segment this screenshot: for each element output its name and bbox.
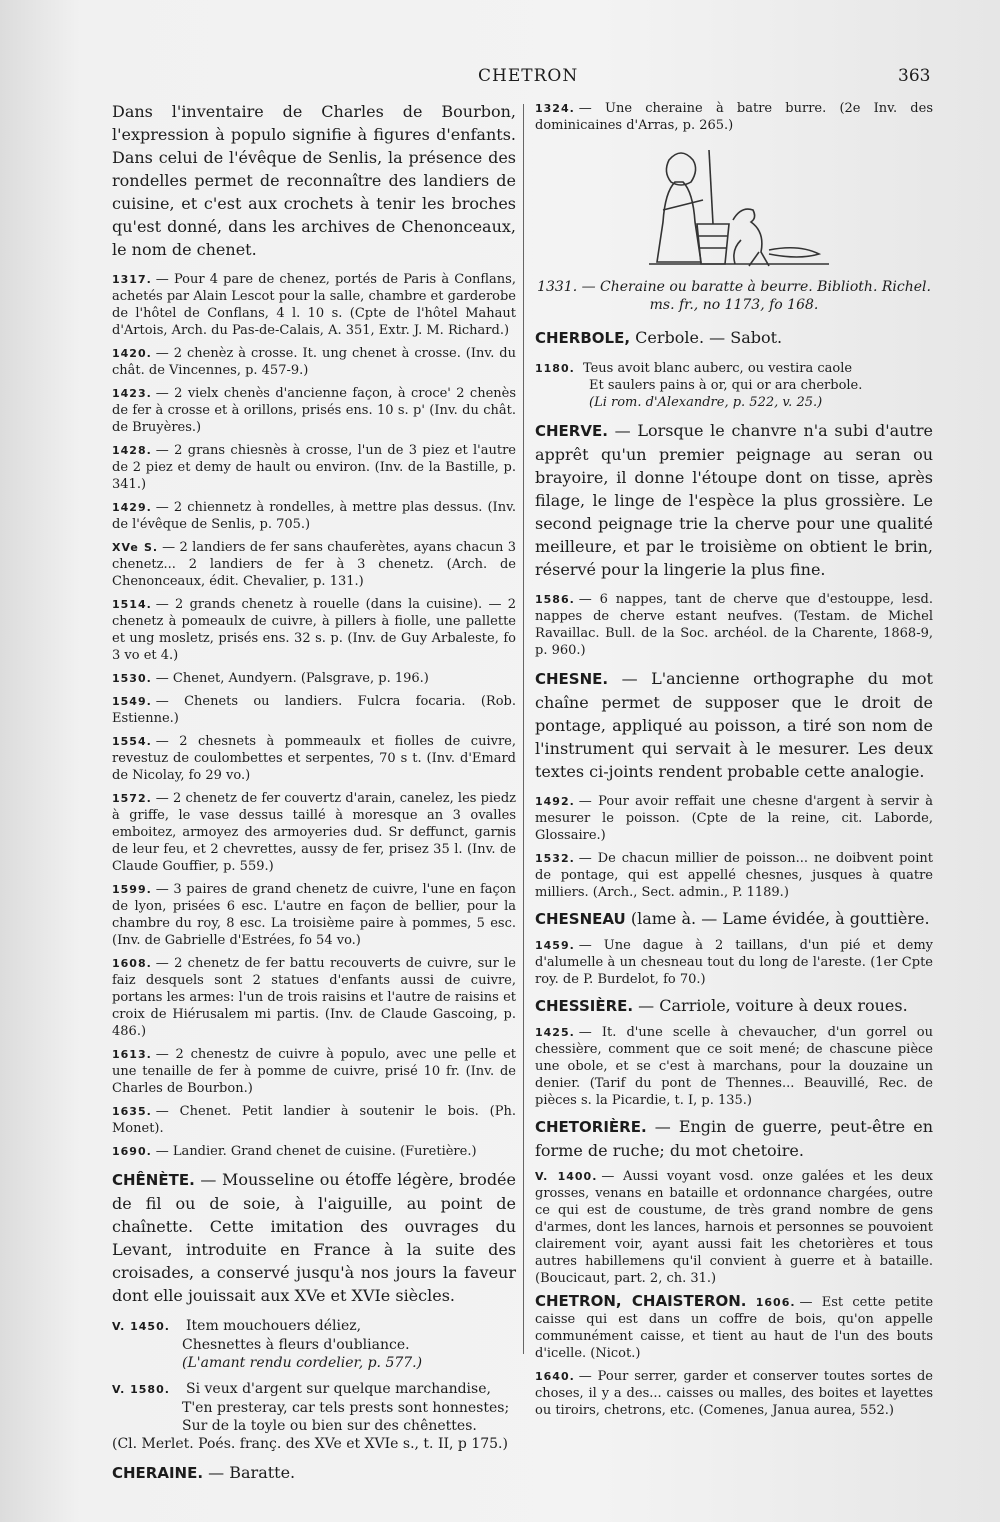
entry-year: 1549. — [112, 695, 152, 708]
entry-text: — Une cheraine à batre burre. (2e Inv. des dominicaines d'Arras, p. 265.) — [535, 101, 933, 133]
entry-year: 1459. — [535, 939, 575, 952]
entry-chetoriere — [535, 1115, 933, 1162]
verse-source: (Li rom. d'Alexandre, p. 522, v. 25.) — [589, 395, 823, 410]
entry-text: — Une dague à 2 taillans, d'un pié et demy d'alumelle à un chesneau tout du long de l'areste. (1er Cpte roy. de P. Burdelot, fo 70.) — [535, 938, 933, 987]
chenet-entries — [112, 271, 516, 1160]
entry-year: 1640. — [535, 1370, 575, 1383]
entry-text: — 3 paires de grand chenetz de cuivre, l'une en façon de lyon, prisées 6 esc. L'autre en façon de bellier, pour la chambre du roy, 8 esc. La troisième paire à pommes, 5 esc. (Inv. de Gabrielle d'Estrées, fo 54 vo.) — [112, 882, 516, 948]
verse-line: Et saulers pains à or, qui or ara cherbole. — [589, 378, 863, 393]
definition: — Engin de guerre, peut-être en forme de ruche; du mot chetoire. — [535, 1117, 933, 1160]
entry-year: 1554. — [112, 735, 152, 748]
verse-line: Chesnettes à fleurs d'oubliance. — [182, 1337, 410, 1353]
quote-entry — [112, 385, 516, 436]
entry-text: — 2 vielx chenès d'ancienne façon, à croce' 2 chenès de fer à crosse et à orillons, prisés ens. 10 s. p' (Inv. du chât. de Bruyères.) — [112, 386, 516, 435]
headword: CHERBOLE, — [535, 329, 631, 347]
verse-line: Item mouchouers déliez, — [186, 1318, 362, 1334]
headword: CHETORIÈRE. — [535, 1118, 647, 1136]
entry-year: 1180. — [535, 362, 575, 375]
entry-chesne — [535, 667, 933, 783]
page-number: 363 — [898, 66, 931, 86]
entry-year: 1635. — [112, 1105, 152, 1118]
quote-entry — [112, 499, 516, 533]
entry-text: — Chenets ou landiers. Fulcra focaria. (Rob. Estienne.) — [112, 694, 516, 726]
quote-entry — [112, 596, 516, 664]
entry-cherbole — [535, 326, 933, 350]
verse-line: Si veux d'argent sur quelque marchandise, — [186, 1381, 491, 1397]
quote-entry — [535, 100, 933, 134]
entry-year: XVe S. — [112, 541, 159, 554]
entry-text: — Landier. Grand chenet de cuisine. (Furetière.) — [155, 1144, 477, 1159]
headword: CHESSIÈRE. — [535, 997, 634, 1015]
illustration-caption: 1331. — Cheraine ou baratte à beurre. Biblioth. Richel. ms. fr., no 1173, fo 168. — [537, 279, 931, 313]
quote-entry — [535, 1024, 933, 1109]
definition: — Sabot. — [709, 328, 783, 347]
entry-year: 1317. — [112, 273, 152, 286]
quote-entry — [112, 1103, 516, 1137]
quote-entry — [112, 693, 516, 727]
verse-line: Sur de la toyle ou bien sur des chênettes. — [182, 1418, 477, 1434]
entry-text: — 2 grans chiesnès à crosse, l'un de 3 piez et l'autre de 2 piez et demy de hault ou environ. (Inv. de la Bastille, p. 341.) — [112, 443, 516, 492]
entry-year: 1532. — [535, 852, 575, 865]
quote-entry — [112, 955, 516, 1040]
column-divider — [523, 104, 524, 1354]
headword-variant: Cerbole. — [635, 328, 705, 347]
headword: CHESNEAU — [535, 910, 626, 928]
quote-entry — [112, 1143, 516, 1160]
verse-quote — [112, 1380, 516, 1453]
entry-year: 1324. — [535, 102, 575, 115]
entry-year: 1608. — [112, 957, 152, 970]
entry-text: — 2 grands chenetz à rouelle (dans la cuisine). — 2 chenetz à pomeaulx de cuivre, à pillers à fiolle, une pallette et ung mosletz, prisés ens. 32 s. p. (Inv. de Guy Arbaleste, fo 3 vo et 4.) — [112, 597, 516, 663]
quote-entry — [535, 1368, 933, 1419]
entry-year: 1599. — [112, 883, 152, 896]
entry-text: — 2 chiennetz à rondelles, à mettre plas dessus. (Inv. de l'évêque de Senlis, p. 705.) — [112, 500, 516, 532]
entry-text: — 2 chenèz à crosse. It. ung chenet à crosse. (Inv. du chât. de Vincennes, p. 457-9.) — [112, 346, 516, 378]
entry-year: 1420. — [112, 347, 152, 360]
headword: CHESNE. — [535, 670, 609, 688]
verse-source: (L'amant rendu cordelier, p. 577.) — [182, 1355, 423, 1371]
entry-text: — Est cette petite caisse qui est dans un coffre de bois, qu'on appelle communément caisse, et tient au haut de l'un des bouts d'icelle. (Nicot.) — [535, 1295, 934, 1361]
quote-entry — [112, 790, 516, 875]
entry-text: — De chacun millier de poisson... ne doibvent point de pontage, qui est appellé chesnes, jusques à quatre milliers. (Arch., Sect. admin., P. 1189.) — [535, 851, 933, 900]
verse-quote — [112, 1317, 516, 1372]
entry-year: 1613. — [112, 1048, 152, 1061]
quote-entry — [112, 345, 516, 379]
quote-entry — [112, 733, 516, 784]
headword: CHERAINE. — [112, 1464, 204, 1482]
entry-text: — 2 chesnets à pommeaulx et fiolles de cuivre, revestuz de coulombettes et serpentes, 70 s t. (Inv. d'Emard de Nicolay, fo 29 vo.) — [112, 734, 516, 783]
entry-text: — 2 landiers de fer sans chauferètes, ayans chacun 3 chenetz... 2 landiers de fer à 3 chenetz. (Arch. de Chenonceaux, édit. Chevalier, p. 131.) — [112, 540, 516, 589]
verse-line: Teus avoit blanc auberc, ou vestira caole — [582, 361, 853, 376]
definition: — Mousseline ou étoffe légère, brodée de fil ou de soie, à l'aiguille, au point de chaînette. Cette imitation des ouvrages du Levant, introduite en France à la suite des croisades, a conservé jusqu'à nos jours la faveur dont elle jouissait aux XVe et XVIe siècles. — [112, 1170, 516, 1305]
entry-year: 1425. — [535, 1026, 575, 1039]
entry-chesneau — [535, 907, 933, 931]
quote-entry — [535, 1168, 933, 1287]
quote-entry — [112, 271, 516, 339]
entry-text: — Chenet, Aundyern. (Palsgrave, p. 196.) — [155, 671, 429, 686]
entry-text: — 2 chenestz de cuivre à populo, avec une pelle et une tenaille de fer à pomme de cuivre, prisé 10 fr. (Inv. de Charles de Bourbon.) — [112, 1047, 516, 1096]
definition: — Lorsque le chanvre n'a subi d'autre apprêt qu'un premier peignage au seran ou brayoire, il donne l'étoupe dont on tisse, après filage, le linge de l'espèce la plus grossière. Le second peignage trie la cherve pour une qualité meilleure, et par le troisième on obtient le brin, réservé pour la lingerie la plus fine. — [535, 421, 933, 579]
headword: CHERVE. — [535, 422, 608, 440]
entry-text: — It. d'une scelle à chevaucher, d'un gorrel ou chessière, comment que ce soit mené; de chascune pièce une obole, et se c'est à marchans, pour la douzaine un denier. (Tarif du pont de Thennes... Beauvillé, Rec. de pièces s. la Picardie, t. I, p. 135.) — [535, 1025, 933, 1108]
entry-text: — Pour serrer, garder et conserver toutes sortes de choses, il y a des... caisses ou malles, des boites et layettes ou tiroirs, chetrons, etc. (Comenes, Janua aurea, 552.) — [535, 1369, 933, 1418]
definition: — Baratte. — [208, 1463, 296, 1482]
entry-text: — 6 nappes, tant de cherve que d'estouppe, lesd. nappes de cherve estant neufves. (Testam. de Michel Ravaillac. Bull. de la Soc. archéol. de la Charente, 1868-9, p. 960.) — [535, 592, 933, 658]
running-head — [0, 66, 1000, 90]
entry-year: 1428. — [112, 444, 152, 457]
entry-text: — 2 chenetz de fer couvertz d'arain, canelez, les piedz à griffe, le vase dessus taillé à moresque an 3 ovalles emboitez, armoyez des armoyeries dud. Sr deffunct, garnis de leur feu, et 2 chevrettes, aussy de fer, prisez 35 l. (Inv. de Claude Gouffier, p. 559.) — [112, 791, 516, 874]
entry-text: — Pour avoir reffait une chesne d'argent à servir à mesurer le poisson. (Cpte de la reine, cit. Laborde, Glossaire.) — [535, 794, 933, 843]
quote-entry — [112, 539, 516, 590]
headword: CHETRON, CHAISTERON. — [535, 1292, 747, 1310]
quote-entry — [112, 442, 516, 493]
entry-text: — 2 chenetz de fer battu recouverts de cuivre, sur le faiz desquels sont 2 statues d'enfants aussi de cuivre, portans les armes: l'un de trois raisins et l'autre de raisins et croix de Hiérusalem mi partis. (Inv. de Claude Gascoing, p. 486.) — [112, 956, 516, 1039]
entry-text: — Chenet. Petit landier à soutenir le bois. (Ph. Monet). — [112, 1104, 516, 1136]
entry-year: 1606. — [755, 1296, 796, 1309]
entry-text: — Pour 4 pare de chenez, portés de Paris à Conflans, achetés par Alain Lescot pour la salle, chambre et garderobe de l'hôtel de Conflans, 4 l. 10 s. (Cpte de l'hôtel Mahaut d'Artois, Arch. du Pas-de-Calais, A. 351, Extr. J. M. Richard.) — [112, 272, 516, 338]
left-column — [112, 100, 516, 1495]
entry-year: 1690. — [112, 1145, 152, 1158]
entry-chenete — [112, 1168, 516, 1307]
entry-year: 1586. — [535, 593, 575, 606]
intro-paragraph: Dans l'inventaire de Charles de Bourbon, l'expression à populo signifie à figures d'enfants. Dans celui de l'évêque de Senlis, la présence des rondelles permet de reconnaître des landiers de cuisine, et c'est aux crochets à tenir les broches qu'est donné, dans les archives de Chenonceaux, le nom de chenet. — [112, 102, 516, 259]
entry-year: 1429. — [112, 501, 152, 514]
entry-chetron — [535, 1293, 933, 1362]
verse-line: T'en presteray, car tels prests sont honnestes; — [182, 1400, 510, 1416]
quote-entry — [112, 881, 516, 949]
entry-year: 1492. — [535, 795, 575, 808]
quote-entry — [112, 670, 516, 687]
definition: — Lame évidée, à gouttière. — [701, 909, 930, 928]
entry-year: 1514. — [112, 598, 152, 611]
right-column — [535, 100, 933, 1425]
definition: — Carriole, voiture à deux roues. — [638, 996, 908, 1015]
quote-entry — [535, 850, 933, 901]
definition: — L'ancienne orthographe du mot chaîne permet de supposer que le droit de pontage, appliqué au poisson, a tiré son nom de l'instrument qui servait à le mesurer. Les deux textes ci-joints rendent probable cette analogie. — [535, 669, 933, 781]
quote-entry — [535, 793, 933, 844]
entry-year: 1530. — [112, 672, 152, 685]
entry-year: 1572. — [112, 792, 152, 805]
entry-year: 1423. — [112, 387, 152, 400]
verse-quote — [535, 360, 933, 411]
verse-year: V. 1580. — [112, 1383, 170, 1396]
verse-year: V. 1450. — [112, 1320, 170, 1333]
entry-cherve — [535, 419, 933, 581]
verse-source: (Cl. Merlet. Poés. franç. des XVe et XVIe s., t. II, p 175.) — [112, 1436, 508, 1452]
headword: CHÊNÈTE. — [112, 1171, 195, 1189]
entry-year: V. 1400. — [535, 1170, 598, 1183]
entry-text: — Aussi voyant vosd. onze galées et les deux grosses, venans en bataille et ordonnance chargées, outre ce qui est de coustume, de très grand nombre de gens d'armes, dont les lances, harnois et personnes se pouvoient clairement voir, ayant aussi fait les chetorières et tous autres habillemens qu'il convient à guerre et à bataille. (Boucicaut, part. 2, ch. 31.) — [535, 1169, 933, 1286]
entry-chessiere — [535, 994, 933, 1018]
headword-variant: (lame à. — [630, 909, 697, 928]
running-title: CHETRON — [478, 66, 579, 86]
quote-entry — [535, 591, 933, 659]
quote-entry — [112, 1046, 516, 1097]
quote-entry — [535, 937, 933, 988]
churn-illustration — [609, 140, 859, 270]
entry-cheraine — [112, 1461, 516, 1485]
